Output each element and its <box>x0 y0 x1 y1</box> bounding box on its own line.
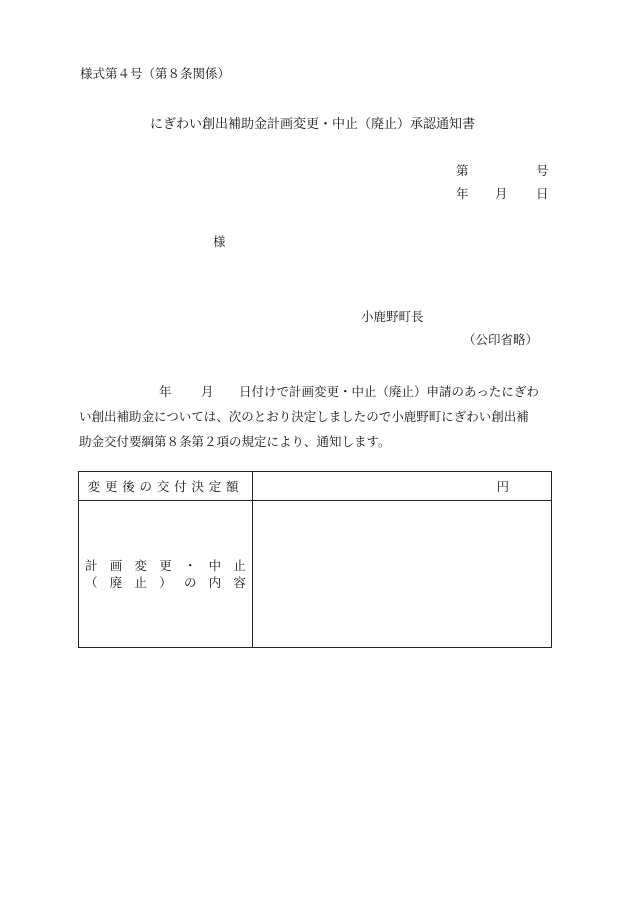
amount-label: 変更後の交付決定額 <box>79 472 253 501</box>
content-label <box>79 501 253 648</box>
body-line-2: い創出補助金については、次のとおり決定しましたので小鹿野町にぎわい創出補 <box>79 409 529 424</box>
body-line-1-text: 日付けで計画変更・中止（廃止）申請のあったにぎわ <box>239 384 539 399</box>
content-label-char: 変 <box>134 558 147 573</box>
content-label-char: 内 <box>208 575 222 590</box>
content-label-char: 画 <box>109 558 123 573</box>
body-line-1 <box>79 379 553 404</box>
date-month: 月 <box>495 186 508 201</box>
content-label-char: ・ <box>183 558 197 573</box>
content-label-char: 廃 <box>109 575 123 590</box>
body-month: 月 <box>201 384 214 399</box>
notice-body <box>79 379 553 454</box>
content-label-char: 更 <box>159 558 172 573</box>
sender-name: 小鹿野町長 <box>361 309 424 324</box>
content-label-char: 計 <box>85 558 98 573</box>
seal-note: （公印省略） <box>463 332 539 347</box>
document-title: にぎわい創出補助金計画変更・中止（廃止）承認通知書 <box>150 117 476 132</box>
reference-number-prefix: 第 <box>456 163 469 178</box>
content-row <box>79 501 552 648</box>
amount-value-cell[interactable] <box>253 472 552 501</box>
content-value-cell[interactable] <box>253 501 552 648</box>
amount-unit: 円 <box>496 479 509 494</box>
date-day: 日 <box>536 186 549 201</box>
content-label-char: （ <box>85 575 98 590</box>
content-label-line-2 <box>79 574 252 591</box>
content-label-char: 止 <box>134 575 147 590</box>
reference-number-suffix: 号 <box>536 163 549 178</box>
amount-row <box>79 472 552 501</box>
body-line-3: 助金交付要綱第８条第２項の規定により、通知します。 <box>79 434 391 449</box>
decision-table <box>78 471 552 648</box>
content-label-char: 容 <box>233 575 246 590</box>
content-label-char: 中 <box>208 558 222 573</box>
addressee-honorific: 様 <box>213 234 226 249</box>
form-number: 様式第４号（第８条関係） <box>80 66 231 81</box>
date-year: 年 <box>456 186 469 201</box>
content-label-line-1 <box>79 557 252 574</box>
content-label-char: ） <box>159 575 172 590</box>
content-label-char: の <box>183 575 197 590</box>
content-label-char: 止 <box>233 558 246 573</box>
body-year: 年 <box>159 384 172 399</box>
